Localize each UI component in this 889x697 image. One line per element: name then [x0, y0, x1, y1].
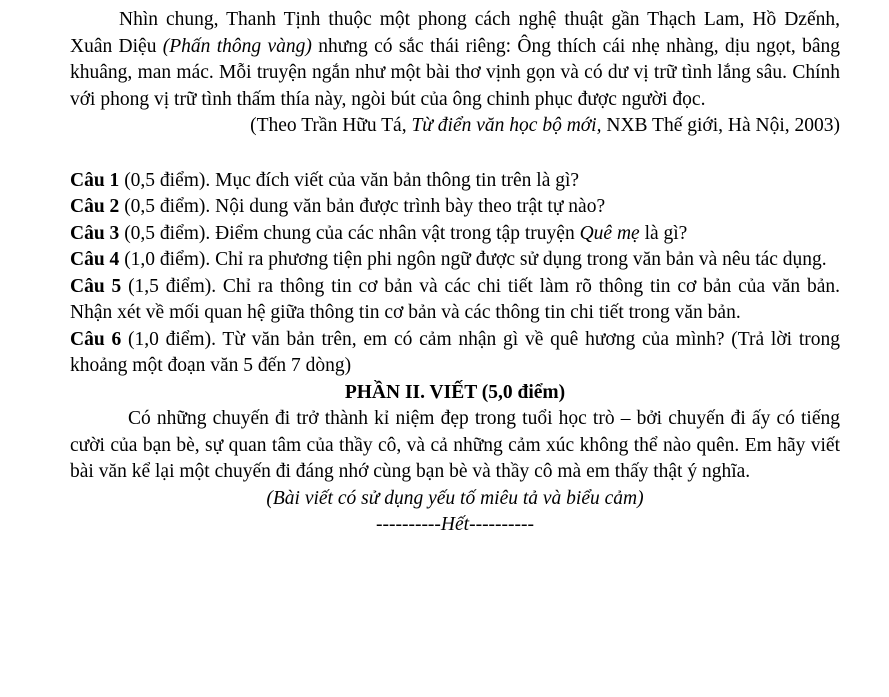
source-publisher: NXB Thế giới, Hà Nội, 2003): [601, 115, 840, 136]
question-6: [70, 327, 840, 380]
section-heading: PHẦN II. VIẾT (5,0 điểm): [344, 381, 566, 403]
question-label: Câu 1: [70, 169, 120, 191]
question-label: Câu 2: [70, 196, 120, 217]
question-1: [70, 168, 840, 195]
question-label: Câu 3: [70, 222, 120, 244]
question-4: [70, 247, 840, 274]
writing-note: [70, 486, 840, 513]
question-text: (1,0 điểm). Từ văn bản trên, em có cảm nhận gì về quê hương của mình? (Trả lời trong khoảng một đoạn văn 5 đến 7 dòng): [70, 328, 840, 376]
end-word: Hết: [440, 514, 470, 535]
source-text: (Theo Trần Hữu Tá,: [250, 115, 412, 136]
question-2: [70, 194, 840, 221]
end-marker: [70, 512, 840, 539]
question-text: (0,5 điểm). Điểm chung của các nhân vật trong tập truyện: [119, 222, 580, 244]
source-book-title: Từ điển văn học bộ mới,: [411, 115, 602, 136]
question-text: (1,5 điểm). Chỉ ra thông tin cơ bản và các chi tiết làm rõ thông tin cơ bản của văn bản. Nhận xét về mối quan hệ giữa thông tin cơ bản và các thông tin chi tiết trong văn bản.: [70, 275, 840, 323]
question-label: Câu 6: [70, 328, 122, 350]
writing-note-text: (Bài viết có sử dụng yếu tố miêu tả và biểu cảm): [266, 487, 644, 509]
question-label: Câu 5: [70, 275, 122, 297]
writing-prompt: Có những chuyến đi trở thành kỉ niệm đẹp trong tuổi học trò – bởi chuyến đi ấy có tiếng cười của bạn bè, sự quan tâm của thầy cô, và cả những cảm xúc không thể nào quên. Em hãy viết bài văn kể lại một chuyến đi đáng nhớ cùng bạn bè và thầy cô mà em thấy thật ý nghĩa.: [70, 408, 840, 482]
passage-text-end: nhưng có sắc thái riêng: Ông thích cái nhẹ nhàng, dịu ngọt, bâng khuâng, man mác. Mỗi truyện ngắn như một bài thơ vịnh gọn và có dư vị trữ tình lắng sâu. Chính với phong vị trữ tình thấm thía này, ngòi bút của ông chinh phục được người đọc.: [70, 35, 840, 110]
question-3: [70, 221, 840, 248]
question-text-end: là gì?: [639, 222, 688, 244]
question-text: (1,0 điểm). Chỉ ra phương tiện phi ngôn ngữ được sử dụng trong văn bản và nêu tác dụng.: [119, 249, 827, 270]
end-dashes-left: ----------: [375, 514, 441, 535]
end-dashes-right: ----------: [469, 514, 535, 535]
question-italic-title: Quê mẹ: [579, 222, 640, 244]
exam-page: [70, 7, 840, 539]
question-5: [70, 274, 840, 327]
passage-paragraph: [70, 7, 840, 113]
passage-source: [70, 113, 840, 140]
question-text: (0,5 điểm). Nội dung văn bản được trình bày theo trật tự nào?: [119, 196, 606, 217]
passage-italic-title: (Phấn thông vàng): [162, 35, 312, 57]
question-text: (0,5 điểm). Mục đích viết của văn bản thông tin trên là gì?: [119, 169, 580, 191]
question-label: Câu 4: [70, 249, 120, 270]
passage-text: Nhìn chung, Thanh Tịnh thuộc một phong cách nghệ thuật gần Thạch Lam, Hồ Dzếnh, Xuân Diệu: [70, 9, 840, 57]
